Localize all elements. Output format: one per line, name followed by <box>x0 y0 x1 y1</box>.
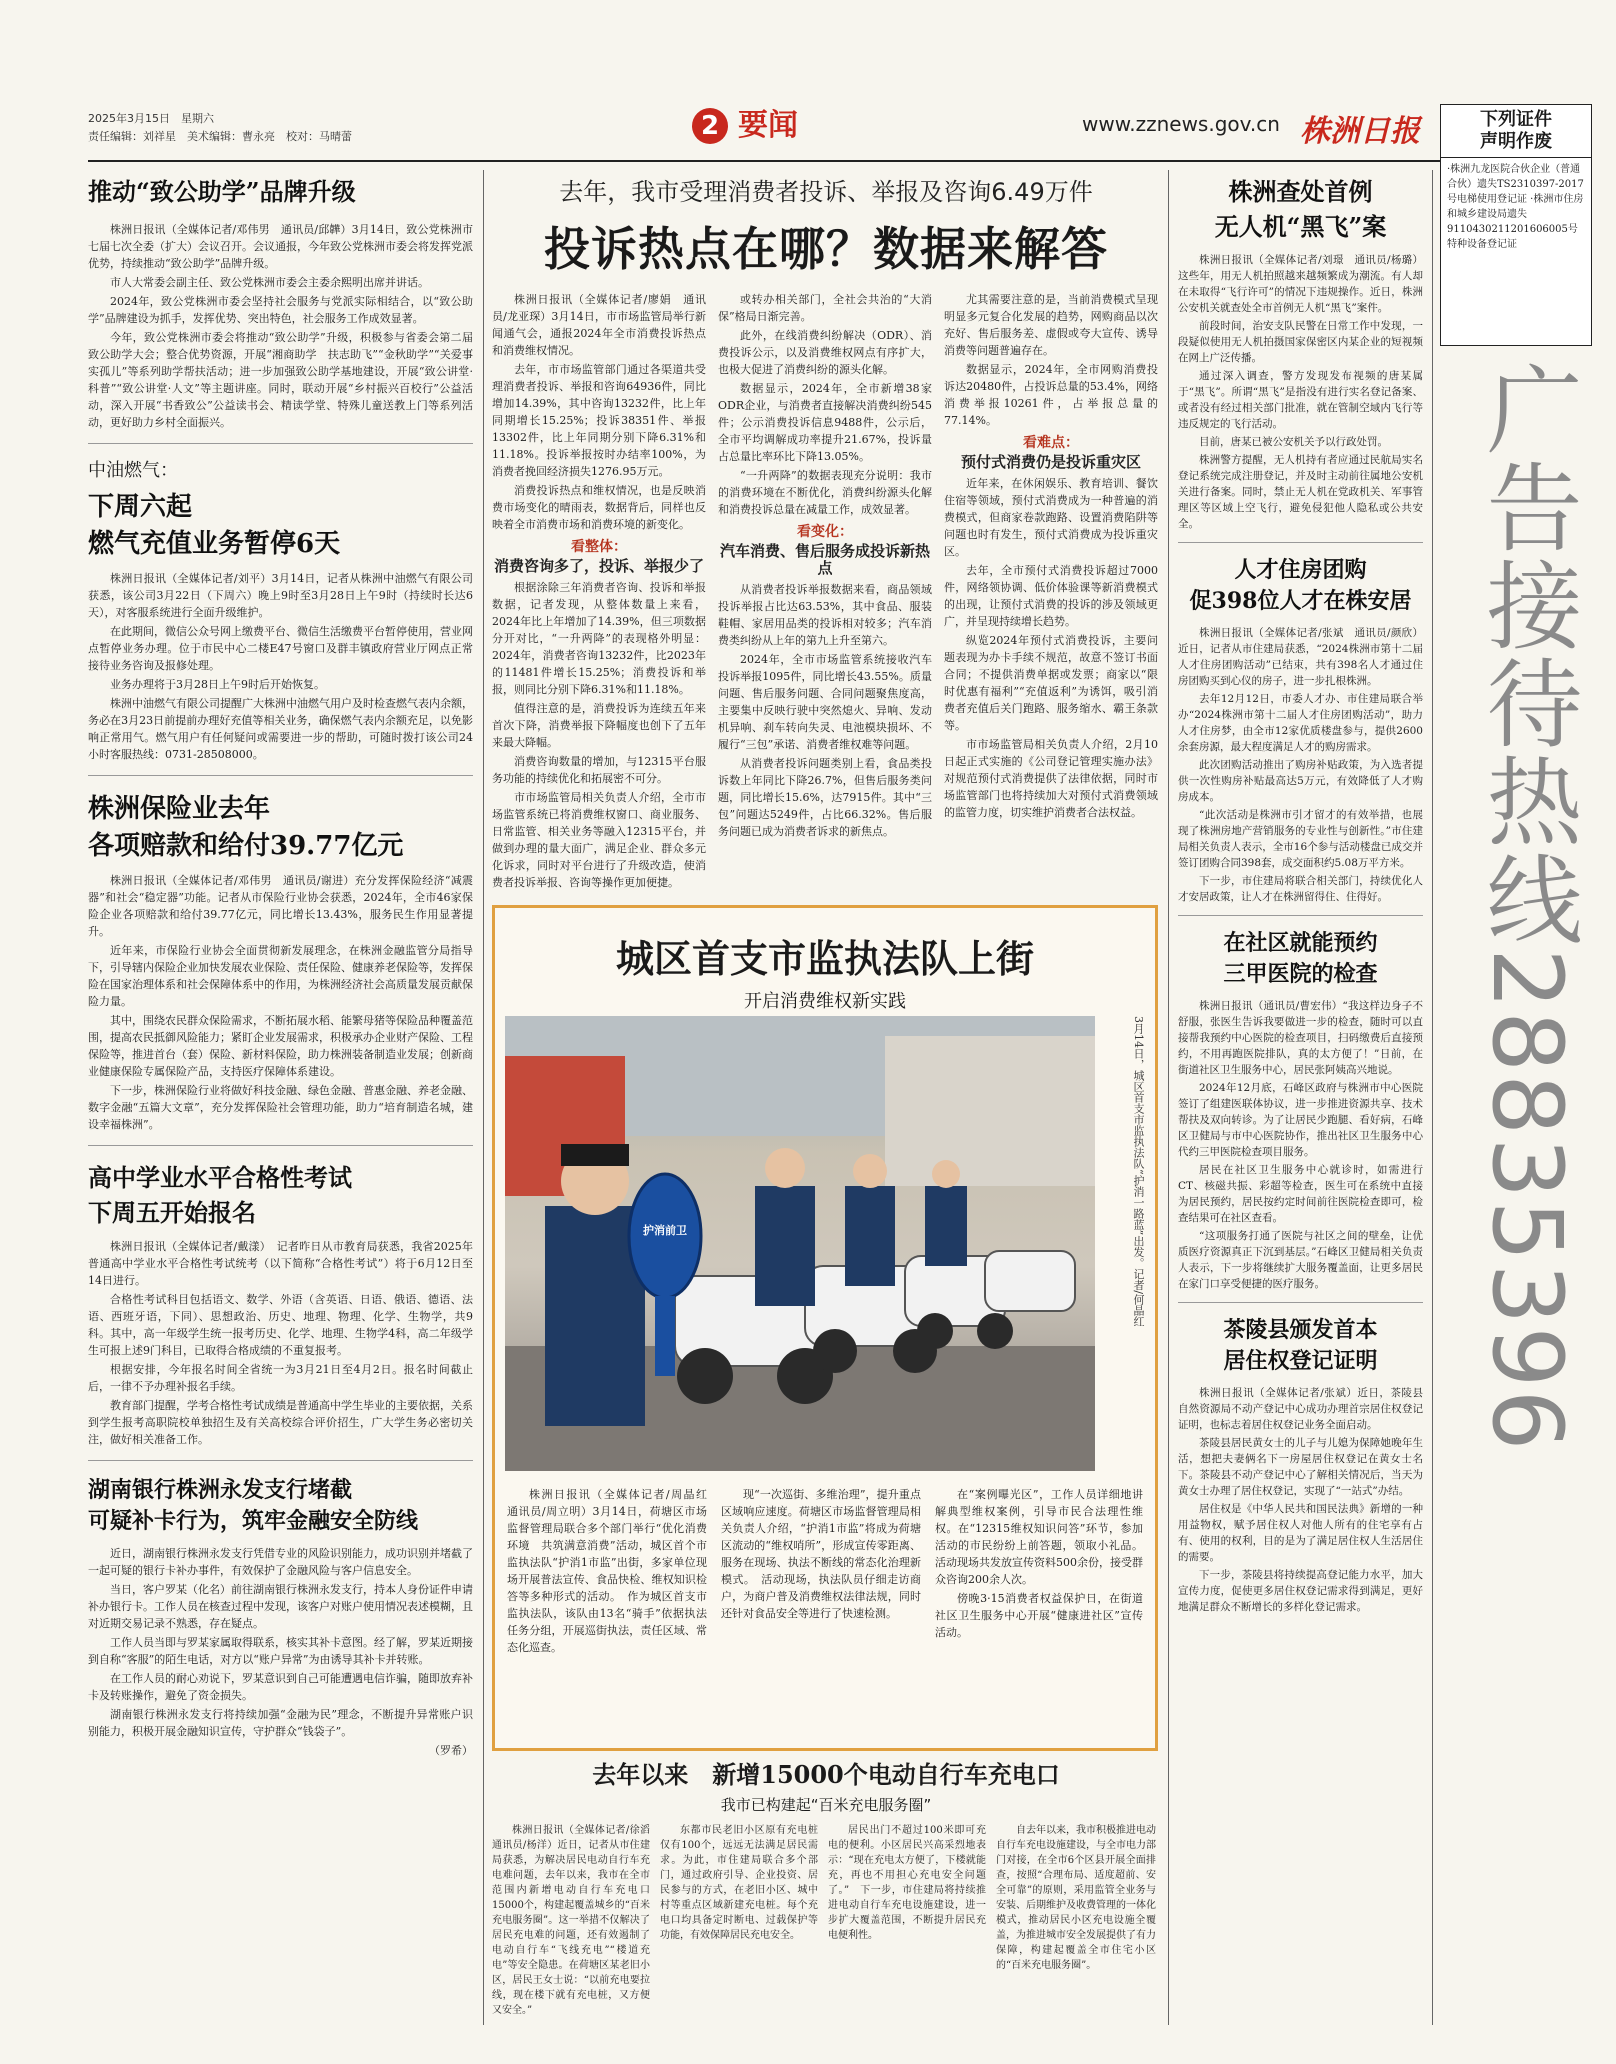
left-column <box>88 172 473 1758</box>
paragraph: 茶陵县居民黄女士的儿子与儿媳为保障她晚年生活，想把夫妻俩名下一房屋居住权登记在黄女士名下。茶陵县不动产登记中心了解相关情况后，当天为黄女士办理了居住权登记，实现了“一站式”办结。 <box>1178 1437 1423 1497</box>
paragraph: 去年，市市场监管部门通过各渠道共受理消费者投诉、举报和咨询64936件，同比增加14.39%，其中咨询13232件，比上年同期增长15.25%；投诉38351件、举报13302件，比上年同期分别下降6.31%和11.18%。投诉举报按时办结率100%，为消费者挽回经济损失1276.95万元。 <box>492 363 706 478</box>
lead-col-2 <box>718 291 932 893</box>
bottom-headline: 去年以来 新增15000个电动自行车充电口 <box>592 1760 1060 1789</box>
paragraph: 值得注意的是，消费投诉为连续五年来首次下降，消费举报下降幅度也创下了五年来最大降幅。 <box>492 702 706 749</box>
subhead-label-change: 看变化： <box>797 524 853 540</box>
lead-columns <box>492 291 1160 893</box>
lead-col-3 <box>944 291 1158 893</box>
feature-headline: 城区首支市监执法队上街 <box>615 937 1034 981</box>
paragraph: 当日，客户罗某（化名）前往湖南银行株洲永发支行，持本人身份证件申请补办银行卡。工作人员在核查过程中发现，该客户对账户使用情况表述模糊，且对近期交易记录不熟悉，存在疑点。 <box>88 1583 473 1630</box>
photo-badge-label: 护消前卫 <box>643 1224 687 1237</box>
paragraph: 数据显示，2024年，全市新增38家ODR企业，与消费者直接解决消费纠纷545件；公示消费投诉信息9488件，公示后，全市平均调解成功率提升21.67%，投诉量占总量比率环比下降13.05%。 <box>718 382 932 463</box>
headline-bank-1: 湖南银行株洲永发支行堵截 <box>88 1477 353 1503</box>
headline-bank-2: 可疑补卡行为，筑牢金融安全防线 <box>88 1508 419 1534</box>
paragraph: 株洲日报讯（通讯员/曹宏伟）“我这样边身子不舒服，张医生告诉我要做进一步的检查，随时可以直接帮我预约中心医院的检查项目，扫码缴费后直接预约，不用再跑医院排队，真的太方便了！”日前，在街道社区卫生服务中心，居民张阿姨高兴地说。 <box>1178 1000 1423 1076</box>
byline-bank: （罗希） <box>429 1744 473 1757</box>
article-zhigong <box>88 172 473 431</box>
bottom-col-1 <box>492 1823 660 2020</box>
paragraph: 株洲日报讯（全媒体记者/刘璟 通讯员/杨璐）这些年，用无人机拍照越来越频繁成为潮流。有人却在未取得“飞行许可”的情况下违规操作。近日，株洲公安机关就查处全市首例无人机“黑飞”案件。 <box>1178 254 1423 314</box>
col-divider-left <box>483 170 484 2025</box>
notice-box <box>1440 104 1592 346</box>
paragraph: 业务办理将于3月28日上午9时后开始恢复。 <box>110 678 325 691</box>
paragraph: 傍晚3·15消费者权益保护日，在街道社区卫生服务中心开展“健康进社区”宣传活动。 <box>935 1592 1143 1639</box>
subhead-overall: 消费咨询多了，投诉、举报少了 <box>493 557 704 575</box>
paragraph: “一升两降”的数据表现充分说明：我市的消费环境在不断优化，消费纠纷源头化解和消费投诉总量在减量工作，成效显著。 <box>718 469 932 516</box>
lead-story <box>492 172 1160 893</box>
feature-col-1 <box>507 1486 718 1658</box>
divider <box>1178 1302 1423 1303</box>
paragraph: 合格性考试科目包括语文、数学、外语（含英语、日语、俄语、德语、法语、西班牙语，下同）、思想政治、历史、地理、物理、化学、生物学，共9科。其中，高一年级学生统一报考历史、化学、地理、生物学4科，高二年级学生可报上述9门科目，已取得合格成绩的不重复报考。 <box>88 1293 473 1357</box>
masthead-rule <box>88 160 1443 162</box>
article-body-residence <box>1178 1385 1423 1615</box>
feature-subtitle: 开启消费维权新实践 <box>744 991 906 1012</box>
page-number-badge: 2 <box>692 108 728 144</box>
article-residence <box>1178 1313 1423 1615</box>
paragraph: 2024年，全市市场监管系统接收汽车投诉举报1095件，同比增长43.55%。质量问题、售后服务问题、合同问题聚焦度高，主要集中反映行驶中突然熄火、异响、发动机异响、刹车转向失灵、电池模块损坏、不履行“三包”承诺、消费者维权难等问题。 <box>718 653 932 751</box>
editor-credits: 责任编辑：刘祥星 美术编辑：曹永亮 校对：马晴蕾 <box>88 130 352 143</box>
bottom-col-3 <box>828 1823 986 2020</box>
paragraph: 株洲日报讯（全媒体记者/戴漾） 记者昨日从市教育局获悉，我省2025年普通高中学业水平合格性考试统考（以下简称“合格性考试”）将于6月12日至14日进行。 <box>88 1240 473 1287</box>
paragraph: 此外，在线消费纠纷解决（ODR）、消费投诉公示，以及消费维权网点有序扩大，也极大促进了消费纠纷的源头化解。 <box>718 329 932 376</box>
paragraph: 前段时间，治安支队民警在日常工作中发现，一段疑似使用无人机拍摄国家保密区内某企业的短视频在网上广泛传播。 <box>1178 320 1423 364</box>
paragraph: 2024年，致公党株洲市委会坚持社会服务与党派实际相结合，以“致公助学”品牌建设为抓手，发挥优势、突出特色，社会服务工作成效显著。 <box>88 295 473 325</box>
paragraph: 数据显示，2024年，全市网购消费投诉达20480件，占投诉总量的53.4%，网络消费举报10261件，占举报总量的77.14%。 <box>944 363 1158 427</box>
headline-hospital-2: 三甲医院的检查 <box>1223 961 1378 987</box>
paragraph: 居民出门不超过100米即可充电的便利。小区居民兴高采烈地表示：“现在充电太方便了，下楼就能充，再也不用担心充电安全问题了。” 下一步，市住建局将持续推进电动自行车充电设施建设，进一步扩大覆盖范围，不断提升居民充电便利性。 <box>828 1825 986 1941</box>
bottom-subtitle: 我市已构建起“百米充电服务圈” <box>720 1796 932 1814</box>
subhead-difficulty: 预付式消费仍是投诉重灾区 <box>960 453 1141 471</box>
paragraph: 尤其需要注意的是，当前消费模式呈现明显多元复合化发展的趋势，网购商品以次充好、售后服务差、虚假或夸大宣传、诱导消费等问题普遍存在。 <box>944 293 1158 357</box>
paragraph: 今年，致公党株洲市委会将推动“致公助学”升级，积极参与省委会第二届致公助学大会；整合优势资源，开展“湘商助学 扶志助飞”“金秋助学”“关爱事实孤儿”等系列助学帮扶活动；进一步加强致公助学基地建设，开展“致公讲堂·科普”“致公讲堂·人文”等主题讲座。同时，联动开展“乡村振兴百校行”公益活动，深入开展“书香致公”公益读书会、精读学堂、特殊儿童送教上门等系列活动，更好助力乡村全面振兴。 <box>88 331 473 429</box>
paragraph: 株洲日报讯（全媒体记者/廖娟 通讯员/龙亚琛）3月14日，市市场监管局举行新闻通气会，通报2024年全市消费投诉热点和消费维权情况。 <box>492 293 706 357</box>
paragraph: 株洲日报讯（全媒体记者/张斌 通讯员/颜欣）近日，记者从市住建局获悉，“2024株洲市第十二届人才住房团购活动”已结束，共有398名人才通过住房团购买到心仪的房子，进一步扎根株洲。 <box>1178 627 1423 687</box>
divider <box>88 443 473 444</box>
article-body-hospital <box>1178 998 1423 1292</box>
divider <box>1178 542 1423 543</box>
paragraph: 株洲日报讯（全媒体记者/张斌）近日，茶陵县自然资源局不动产登记中心成功办理首宗居住权登记证明，也标志着居住权登记业务全面启动。 <box>1178 1387 1423 1431</box>
feature-col-3 <box>935 1486 1143 1658</box>
feature-col-2 <box>721 1486 921 1658</box>
article-body-gas <box>88 570 473 763</box>
divider <box>88 1145 473 1146</box>
article-body-drone <box>1178 252 1423 532</box>
subhead-change: 汽车消费、售后服务成投诉新热点 <box>719 542 930 577</box>
feature-photo-illustration <box>505 1016 1095 1471</box>
article-body-insurance <box>88 872 473 1133</box>
headline-drone-2: 无人机“黑飞”案 <box>1214 212 1387 241</box>
article-exam <box>88 1158 473 1448</box>
notice-title <box>1441 105 1591 158</box>
headline-exam-2: 下周五开始报名 <box>88 1198 256 1227</box>
article-gas <box>88 456 473 763</box>
headline-talent-2: 促398位人才在株安居 <box>1189 588 1412 614</box>
paragraph: “此次活动是株洲市引才留才的有效举措，也展现了株洲房地产营销服务的专业性与创新性。”市住建局相关负责人表示，全市16个参与活动楼盘已成交并签订团购合同398套，成交面积约5.08万平方米。 <box>1178 809 1423 869</box>
article-bank <box>88 1473 473 1758</box>
paragraph: 消费咨询数量的增加，与12315平台服务功能的持续优化和拓展密不可分。 <box>492 755 706 785</box>
paragraph: 工作人员当即与罗某家属取得联系，核实其补卡意图。经了解，罗某近期接到自称“客服”的陌生电话，对方以“账户异常”为由诱导其补卡并转账。 <box>88 1636 473 1666</box>
paragraph: 消费投诉热点和维权情况，也是反映消费市场变化的晴雨表，数据背后，同样也反映着全市消费市场和消费环境的新变化。 <box>492 484 706 531</box>
feature-photo <box>505 1016 1095 1471</box>
paper-logo: 株洲日报 <box>1300 114 1420 149</box>
feature-box <box>492 905 1158 1751</box>
paragraph: 株洲日报讯（全媒体记者/周晶红 通讯员/周立明）3月14日，荷塘区市场监督管理局联合多个部门举行“优化消费环境 共筑满意消费”活动，城区首个市监执法队“护消1市监”出街，多家单位现场开展普法宣传、食品快检、维权知识检答等多种形式的活动。 作为城区首支市监执法队，该队由13名“骑手”依据执法任务分组，开展巡街执法，责任区域、常态化巡查。 <box>507 1488 718 1654</box>
col-divider-ad <box>1432 170 1433 2025</box>
subhead-label-overall: 看整体： <box>571 539 627 555</box>
divider <box>88 1460 473 1461</box>
ad-text: 广告接待热线28835396 <box>1471 360 1583 1453</box>
article-insurance <box>88 788 473 1133</box>
paragraph: 在此期间，微信公众号网上缴费平台、微信生活缴费平台暂停使用，营业网点暂停业务办理。位于市民中心二楼E47号窗口及群丰镇政府营业厅网点正常接待业务咨询及报修处理。 <box>88 625 473 672</box>
paragraph: 市市场监管局相关负责人介绍，全市市场监管系统已将消费维权窗口、商业服务、日常监管、相关业务等融入12315平台，并做到办理的量大面广，满足企业、群众多元化诉求，同时对平台进行了升级改造，使消费者投诉举报、咨询等操作更加便捷。 <box>492 791 706 889</box>
right-column <box>1178 172 1423 1617</box>
paragraph: 株洲日报讯（全媒体记者/邓伟男 通讯员/谢进）充分发挥保险经济“减震器”和社会“稳定器”功能。记者从市保险行业协会获悉，2024年，全市46家保险企业各项赔款和给付39.77亿元，同比增长13.43%，服务民生作用显著提升。 <box>88 874 473 938</box>
bottom-col-2 <box>660 1823 818 2020</box>
paragraph: 目前，唐某已被公安机关予以行政处罚。 <box>1199 436 1388 448</box>
paragraph: 近年来，在休闲娱乐、教育培训、餐饮住宿等领域，预付式消费成为一种普遍的消费模式，但商家卷款跑路、设置消费陷阱等问题也时有发生，预付式消费成为投诉重灾区。 <box>944 477 1158 558</box>
paragraph: 株洲日报讯（全媒体记者/刘平）3月14日，记者从株洲中油燃气有限公司获悉，该公司3月22日（下周六）晚上9时至3月28日上午9时（持续时长达6天），对客服系统进行全面升级维护。 <box>88 572 473 619</box>
paragraph: 从消费者投诉问题类别上看，食品类投诉数上年同比下降26.7%，但售后服务类问题，同比增长15.6%，达7915件。其中“三包”问题达5249件，占比66.32%。售后服务问题已成为消费者诉求的新焦点。 <box>718 757 932 838</box>
headline-hospital-1: 在社区就能预约 <box>1223 930 1378 956</box>
paragraph: 下一步，茶陵县将持续提高登记能力水平，加大宣传力度，促使更多居住权登记需求得到满足，更好地满足群众不断增长的多样化登记需求。 <box>1178 1569 1423 1613</box>
lead-col-1 <box>492 291 706 893</box>
vertical-ad <box>1472 360 1582 2020</box>
headline-zhigong: 推动“致公助学”品牌升级 <box>88 177 356 206</box>
paragraph: 去年，全市预付式消费投诉超过7000件，网络领协调、低价体验课等新消费模式的出现，让预付式消费的投诉的涉及领域更广，并呈现持续增长趋势。 <box>944 564 1158 628</box>
article-body-bank <box>88 1545 473 1740</box>
article-hospital <box>1178 926 1423 1292</box>
headline-insurance-2: 各项赔款和给付39.77亿元 <box>88 831 404 861</box>
paragraph: 东都市民老旧小区原有充电桩仅有100个，远远无法满足居民需求。为此，市住建局联合多个部门，通过政府引导、企业投资、居民参与的方式，在老旧小区、城中村等重点区域新建充电桩。每个充电口均具备定时断电、过载保护等功能，有效保障居民充电安全。 <box>660 1825 818 1941</box>
paragraph: 近年来，市保险行业协会全面贯彻新发展理念，在株洲金融监管分局指导下，引导辖内保险企业加快发展农业保险、责任保险、健康养老保险等，发挥保险在国家治理体系和社会保障体系中的作用，为株洲经济社会高质量发展贡献保险力量。 <box>88 944 473 1008</box>
paragraph: 近日，湖南银行株洲永发支行凭借专业的风险识别能力，成功识别并堵截了一起可疑的银行卡补办事件，有效保护了金融风险与客户信息安全。 <box>88 1547 473 1577</box>
paragraph: 市人大常委会副主任、致公党株洲市委会主委余熙明出席并讲话。 <box>110 276 429 289</box>
lead-headline: 投诉热点在哪？数据来解答 <box>544 222 1108 276</box>
paragraph: 根据涂除三年消费者咨询、投诉和举报数据，记者发现，从整体数量上来看，2024年比上年增加了14.39%，但三项数据分开对比，“一升两降”的表现格外明显：2024年，消费者咨询13232件，比2023年的11481件增长15.25%；消费投诉和举报，则同比分别下降6.31%和11.18%。 <box>492 581 706 696</box>
notice-body: ·株洲九龙医院合伙企业（普通合伙）遗失TS2310397-2017号电梯使用登记证 ·株洲市住房和城乡建设局遗失9110430211201606005号特种设备登记证 <box>1447 164 1584 250</box>
bottom-story <box>492 1755 1160 2020</box>
paragraph: 市市场监管局相关负责人介绍，2月10日起正式实施的《公司登记管理实施办法》对规范预付式消费提供了法律依据，同时市场监管部门也将持续加大对预付式消费领域的监管力度，切实维护消费者合法权益。 <box>944 738 1158 819</box>
article-drone <box>1178 172 1423 532</box>
article-body-zhigong <box>88 221 473 431</box>
paragraph: 居住权是《中华人民共和国民法典》新增的一种用益物权，赋予居住权人对他人所有的住宅享有占有、使用的权利，目的是为了满足居住权人生活居住的需要。 <box>1178 1503 1423 1563</box>
notice-title-line1: 下列证件 <box>1480 109 1552 130</box>
headline-residence-1: 茶陵县颁发首本 <box>1223 1317 1378 1343</box>
paragraph: 或转办相关部门，全社会共治的“大消保”格局日渐完善。 <box>718 293 932 323</box>
paragraph: 教育部门提醒，学考合格性考试成绩是普通高中学生毕业的主要依据，关系到学生报考高职院校单独招生及有关高校综合评价招生，广大学生务必密切关注，做好相关准备工作。 <box>88 1399 473 1446</box>
headline-gas-2: 燃气充值业务暂停6天 <box>88 529 341 559</box>
headline-exam-1: 高中学业水平合格性考试 <box>88 1163 352 1192</box>
kicker-gas: 中油燃气： <box>88 460 178 481</box>
paragraph: 此次团购活动推出了购房补贴政策，为入选者提供一次性购房补贴最高达5万元，有效降低了人才购房成本。 <box>1178 759 1423 803</box>
paragraph: 株洲警方提醒，无人机持有者应通过民航局实名登记系统完成注册登记，并及时主动前往属地公安机关进行备案。同时，禁止无人机在党政机关、军事管理区等区域上空飞行，避免侵犯他人隐私或公共安全。 <box>1178 454 1423 530</box>
paragraph: 自去年以来，我市积极推进电动自行车充电设施建设，与全市电力部门对接，在全市6个区县开展全面排查，按照“合理布局、适度超前、安全可靠”的原则，采用监管全业务与安装、后期维护及收费管理的一体化模式，推动居民小区充电设施全覆盖，为推进城市安全发展提供了有力保障，构建起覆盖全市住宅小区的“百米充电服务圈”。 <box>996 1825 1156 1971</box>
headline-residence-2: 居住权登记证明 <box>1223 1348 1378 1374</box>
bottom-col-4 <box>996 1823 1156 2020</box>
feature-columns <box>507 1486 1143 1658</box>
feature-photo-caption: 3月14日，城区首支市监执法队“护消一路蓝”出发。记者/何晶红 <box>1132 1016 1145 1327</box>
paragraph: 下一步，株洲保险行业将做好科技金融、绿色金融、普惠金融、养老金融、数字金融“五篇大文章”，充分发挥保险社会管理功能，助力“培育制造名城，建设幸福株洲”。 <box>88 1084 473 1131</box>
headline-gas-1: 下周六起 <box>88 492 193 522</box>
paragraph: 在工作人员的耐心劝说下，罗某意识到自己可能遭遇电信诈骗，随即放弃补卡及转账操作，避免了资金损失。 <box>88 1672 473 1702</box>
paragraph: 2024年12月底，石峰区政府与株洲市中心医院签订了组建医联体协议，进一步推进资源共享、技术帮扶及双向转诊。为了让居民少跑腿、看好病，石峰区卫健局与市中心医院协作，推出社区卫生服务中心代约三甲医院检查项目服务。 <box>1178 1082 1423 1158</box>
paragraph: 根据安排，今年报名时间全省统一为3月21日至4月2日。报名时间截止后，一律不予办理补报名手续。 <box>88 1363 473 1393</box>
headline-drone-1: 株洲查处首例 <box>1228 177 1373 206</box>
divider <box>88 775 473 776</box>
paragraph: 株洲日报讯（全媒体记者/徐滔 通讯员/杨洋）近日，记者从市住建局获悉，为解决居民电动自行车充电难问题，去年以来，我市在全市范围内新增电动自行车充电口15000个，构建起覆盖城乡的“百米充电服务圈”。这一举措不仅解决了居民充电难的问题，还有效遏制了电动自行车“飞线充电”“楼道充电”等安全隐患。在荷塘区某老旧小区，居民王女士说：“以前充电要拉线，现在楼下就有充电桩，又方便又安全。” <box>492 1825 660 2016</box>
paragraph: 湖南银行株洲永发支行将持续加强“金融为民”理念，不断提升异常账户识别能力，积极开展金融知识宣传，守护群众“钱袋子”。 <box>88 1708 473 1738</box>
bottom-columns <box>492 1823 1160 2020</box>
section-name: 要闻 <box>738 108 798 143</box>
paragraph: 通过深入调查，警方发现发布视频的唐某属于“黑飞”。所谓“黑飞”是指没有进行实名登记备案、或者没有经过相关部门批准，就在管制空域内飞行等违反规定的飞行活动。 <box>1178 370 1423 430</box>
article-talent <box>1178 553 1423 905</box>
paragraph: “这项服务打通了医院与社区之间的壁垒，让优质医疗资源真正下沉到基层。”石峰区卫健局相关负责人表示，下一步将继续扩大服务覆盖面，让更多居民在家门口享受便捷的医疗服务。 <box>1178 1230 1423 1290</box>
paragraph: 从消费者投诉举报数据来看，商品领域投诉举报占比达63.53%，其中食品、服装鞋帽、家居用品类的投诉相对较多；汽车消费类纠纷从上年的第九上升至第六。 <box>718 583 932 647</box>
paragraph: 下一步，市住建局将联合相关部门，持续优化人才安居政策，让人才在株洲留得住、住得好。 <box>1178 875 1423 903</box>
article-body-exam <box>88 1238 473 1448</box>
paragraph: 去年12月12日，市委人才办、市住建局联合举办“2024株洲市第十二届人才住房团购活动”，助力人才住房梦，由全市12家优质楼盘参与，提供2600余套房源，最大程度满足人才的购房需求。 <box>1178 693 1423 753</box>
paragraph: 在“案例曝光区”，工作人员详细地讲解典型维权案例，引导市民合法理性维权。在“12315维权知识问答”环节，参加活动的市民纷纷上前答题，领取小礼品。活动现场共发放宣传资料500余份，接受群众咨询200余人次。 <box>935 1488 1143 1586</box>
paragraph: 株洲中油燃气有限公司提醒广大株洲中油燃气用户及时检查燃气表内余额，务必在3月23日前提前办理好充值等相关业务，确保燃气表内余额充足，以免影响正常用气。燃气用户有任何疑问或需要进一步的帮助，可随时拨打该公司24小时客服热线：0731-28508000。 <box>88 697 473 761</box>
subhead-label-difficulty: 看难点： <box>1023 435 1079 451</box>
divider <box>1178 915 1423 916</box>
site-url[interactable]: www.zznews.gov.cn <box>1082 112 1280 136</box>
issue-date: 2025年3月15日 星期六 <box>88 112 214 125</box>
paragraph: 其中，围绕农民群众保险需求，不断拓展水稻、能繁母猪等保险品种覆盖范围，提高农民抵御风险能力；紧盯企业发展需求，积极承办企业财产保险、工程保险等，推进首台（套）保险、新材料保险，助力株洲装备制造业发展；创新商业健康保险专属保险产品，支持医疗保障体系建设。 <box>88 1014 473 1078</box>
headline-insurance-1: 株洲保险业去年 <box>88 794 271 824</box>
paragraph: 纵览2024年预付式消费投诉，主要问题表现为办卡手续不规范，故意不签订书面合同；不提供消费单据或发票；商家以“限时优惠有福利”“充值返利”为诱饵，吸引消费者充值后关门跑路、服务缩水、霸王条款等。 <box>944 634 1158 732</box>
article-body-talent <box>1178 625 1423 905</box>
notice-title-line2: 声明作废 <box>1480 131 1552 152</box>
lead-pretitle: 去年，我市受理消费者投诉、举报及咨询6.49万件 <box>559 178 1093 206</box>
headline-talent-1: 人才住房团购 <box>1234 557 1367 583</box>
paragraph: 现“一次巡街、多维治理”，提升重点区域响应速度。荷塘区市场监督管理局相关负责人介绍，“护消1市监”将成为荷塘区流动的“维权哨所”，形成宣传零距离、服务在现场、执法不断线的常态化治理新模式。 活动现场，执法队员仔细走访商户，为商户普及消费维权法律法规，同时还针对食品安全等进行了快速检测。 <box>721 1488 921 1620</box>
col-divider-right <box>1168 170 1169 2025</box>
paragraph: 株洲日报讯（全媒体记者/邓伟男 通讯员/邱韡）3月14日，致公党株洲市七届七次全委（扩大）会议召开。会议通报，今年致公党株洲市委会将发挥党派优势，持续推动“致公助学”品牌升级。 <box>88 223 473 270</box>
paragraph: 居民在社区卫生服务中心就诊时，如需进行CT、核磁共振、彩超等检查，医生可在系统中直接为居民预约，居民按约定时间前往医院检查即可，检查结果可在社区查看。 <box>1178 1164 1423 1224</box>
